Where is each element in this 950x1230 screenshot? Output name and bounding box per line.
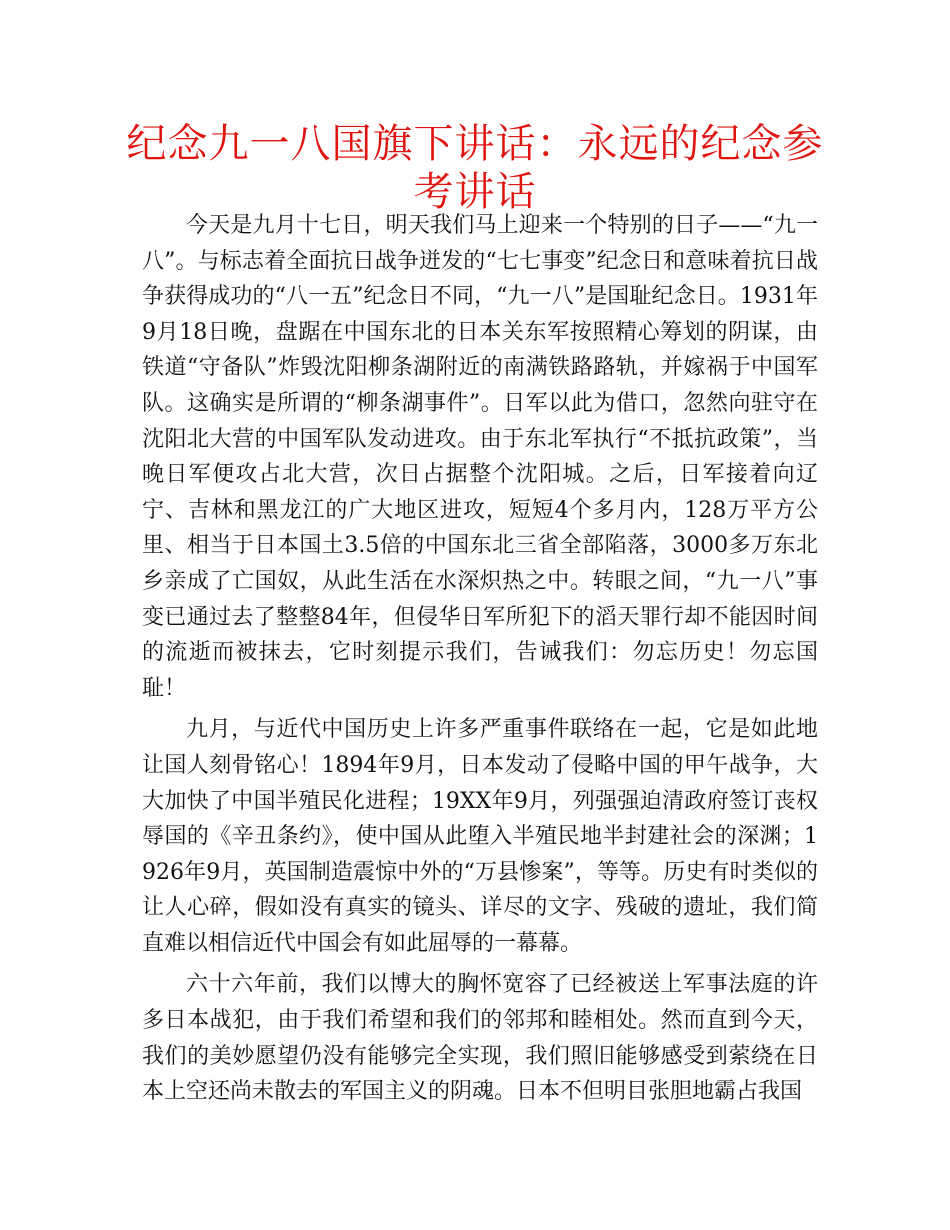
document-body (142, 208, 818, 1116)
paragraph-3: 六十六年前，我们以博大的胸怀宽容了已经被送上军事法庭的许多日本战犯，由于我们希望和我们的邻邦和睦相处。然而直到今天，我们的美妙愿望仍没有能够完全实现，我们照旧能够感受到萦绕在日本上空还尚未散去的军国主义的阴魂。日本不但明目张胆地霸占我国 (142, 972, 818, 1105)
paragraph-2: 九月，与近代中国历史上许多严重事件联络在一起，它是如此地让国人刻骨铭心！1894年9月，日本发动了侵略中国的甲午战争，大大加快了中国半殖民化进程；19XX年9月，列强强迫清政府签订丧权辱国的《辛丑条约》，使中国从此堕入半殖民地半封建社会的深渊；1926年9月，英国制造震惊中外的“万县惨案”，等等。历史有时类似的让人心碎，假如没有真实的镜头、详尽的文字、残破的遗址，我们简直难以相信近代中国会有如此屈辱的一幕幕。 (142, 717, 818, 956)
paragraph-1: 今天是九月十七日，明天我们马上迎来一个特别的日子——“九一八”。与标志着全面抗日战争迸发的“七七事变”纪念日和意味着抗日战争获得成功的“八一五”纪念日不同，“九一八”是国耻纪念日。1931年9月18日晚，盘踞在中国东北的日本关东军按照精心筹划的阴谋，由铁道“守备队”炸毁沈阳柳条湖附近的南满铁路路轨，并嫁祸于中国军队。这确实是所谓的“柳条湖事件”。日军以此为借口，忽然向驻守在沈阳北大营的中国军队发动进攻。由于东北军执行“不抵抗政策”，当晚日军便攻占北大营，次日占据整个沈阳城。之后，日军接着向辽宁、吉林和黑龙江的广大地区进攻，短短4个多月内，128万平方公里、相当于日本国土3.5倍的中国东北三省全部陷落，3000多万东北乡亲成了亡国奴，从此生活在水深炽热之中。转眼之间，“九一八”事变已通过去了整整84年，但侵华日军所犯下的滔天罪行却不能因时间的流逝而被抹去，它时刻提示我们，告诫我们：勿忘历史！勿忘国耻！ (142, 213, 818, 701)
document-title: 纪念九一八国旗下讲话：永远的纪念参考讲话 (126, 121, 824, 215)
